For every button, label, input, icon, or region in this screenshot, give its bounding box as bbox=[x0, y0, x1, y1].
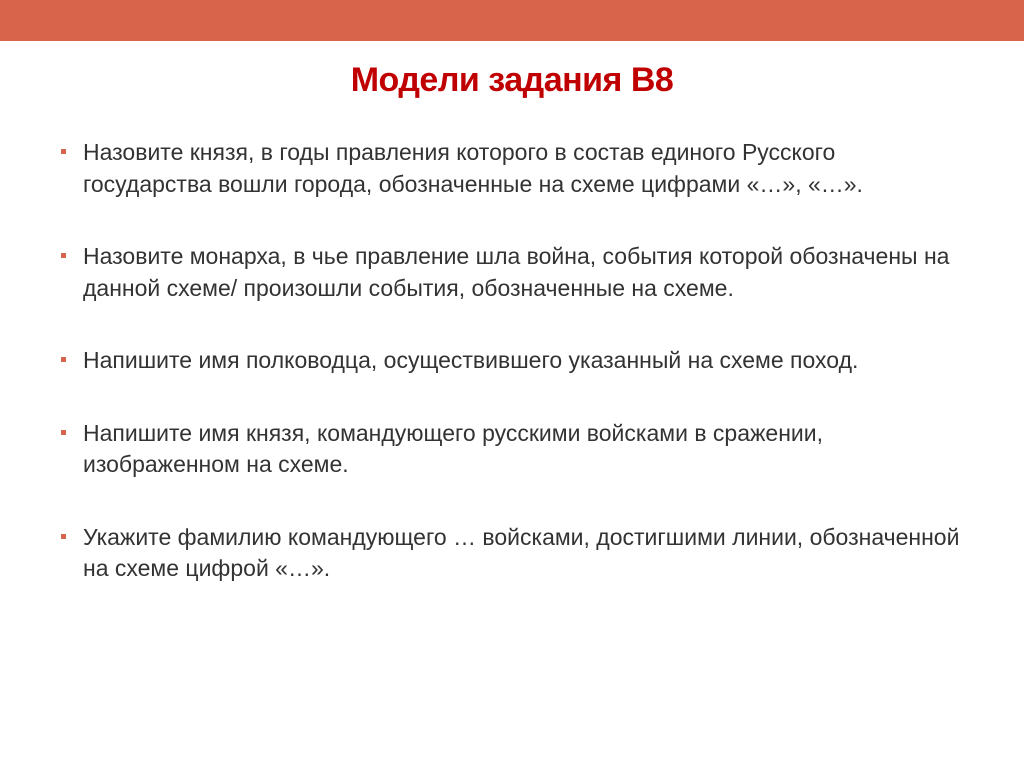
bullet-text: Укажите фамилию командующего … войсками, достигшими линии, обозначенной на схеме цифрой «…». bbox=[83, 523, 960, 581]
bullet-text: Назовите монарха, в чье правление шла война, события которой обозначены на данной схеме/ произошли события, обозначенные на схеме. bbox=[83, 243, 950, 301]
bullet-list bbox=[60, 137, 970, 585]
top-accent-bar bbox=[0, 0, 1024, 41]
square-bullet-icon bbox=[61, 149, 66, 154]
square-bullet-icon bbox=[61, 534, 66, 539]
bullet-item bbox=[60, 137, 970, 200]
slide-title: Модели задания В8 bbox=[350, 61, 674, 99]
bullet-item bbox=[60, 345, 970, 377]
bullet-item bbox=[60, 522, 970, 585]
square-bullet-icon bbox=[61, 253, 66, 258]
bullet-text: Напишите имя князя, командующего русскими войсками в сражении, изображенном на схеме. bbox=[83, 419, 823, 477]
square-bullet-icon bbox=[61, 357, 66, 362]
square-bullet-icon bbox=[61, 430, 66, 435]
bullet-item bbox=[60, 418, 970, 481]
bullet-item bbox=[60, 241, 970, 304]
bullet-text: Назовите князя, в годы правления которого в состав единого Русского государства вошли города, обозначенные на схеме цифрами «…», «…». bbox=[83, 139, 863, 197]
bullet-text: Напишите имя полководца, осуществившего указанный на схеме поход. bbox=[83, 347, 859, 373]
